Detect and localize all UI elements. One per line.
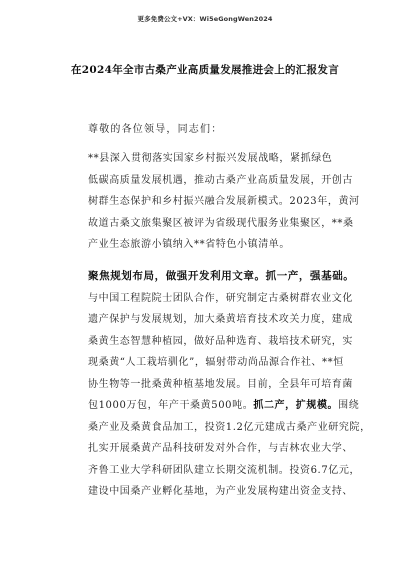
paragraph-line: 遗产保护与发展规划，加大桑黄培育技术攻关力度，建成 [88, 314, 353, 325]
paragraph-2 [88, 266, 371, 503]
line-text-before: 包1000万包，年产干桑黄500吨。 [88, 400, 254, 411]
paragraph-line: 协生物等一批桑黄种植基地发展。目前，全县年可培育菌 [88, 378, 353, 390]
paragraph-line: 与中国工程院院士团队合作，研究制定古桑树群农业文化 [88, 292, 353, 304]
paragraph-line: 齐鲁工业大学科研团队建立长期交流机制。投资6.7亿元， [88, 464, 361, 476]
paragraph-line: 桑黄生态智慧种植园，做好品种选育、栽培技术研究，实 [88, 335, 353, 347]
paragraph-line: 故道古桑文旅集聚区被评为省级现代服务业集聚区，**桑 [88, 217, 354, 229]
paragraph-line: **县深入贯彻落实国家乡村振兴发展战略，紧抓绿色 [88, 153, 333, 164]
section-heading: 聚焦规划布局，做强开发利用文章。抓一产，强基础。 [88, 270, 355, 282]
paragraph-line: 低碳高质量发展机遇，推动古桑产业高质量发展，开创古 [88, 174, 353, 186]
paragraph-line: 现桑黄“人工栽培驯化”，辐射带动尚品源合作社、**恒 [88, 357, 344, 368]
document-title: 在2024年全市古桑产业高质量发展推进会上的汇报发言 [70, 64, 340, 76]
salutation: 尊敬的各位领导，同志们： [88, 124, 223, 135]
paragraph-line: 扎实开展桑黄产品科技研发对外合作，与吉林农业大学、 [88, 443, 353, 454]
inline-bold-heading: 抓二产，扩规模。 [253, 400, 339, 411]
paragraph-line: 建设中国桑产业孵化基地，为产业发展构建出资金支持、 [88, 486, 353, 497]
line-text-after: 围绕 [338, 400, 360, 411]
paragraph-line: 树群生态保护和乡村振兴融合发展新模式。2023年，黄河 [88, 196, 360, 207]
paragraph-1 [88, 148, 360, 256]
watermark-header: 更多免费公文+VX：Wi5eGongWen2024 [137, 15, 273, 23]
paragraph-line: 产业生态旅游小镇纳入**省特色小镇清单。 [88, 239, 290, 250]
paragraph-line-mixed [88, 395, 360, 417]
paragraph-line: 桑产业及桑黄食品加工，投资1.2亿元建成古桑产业研究院， [88, 421, 371, 433]
